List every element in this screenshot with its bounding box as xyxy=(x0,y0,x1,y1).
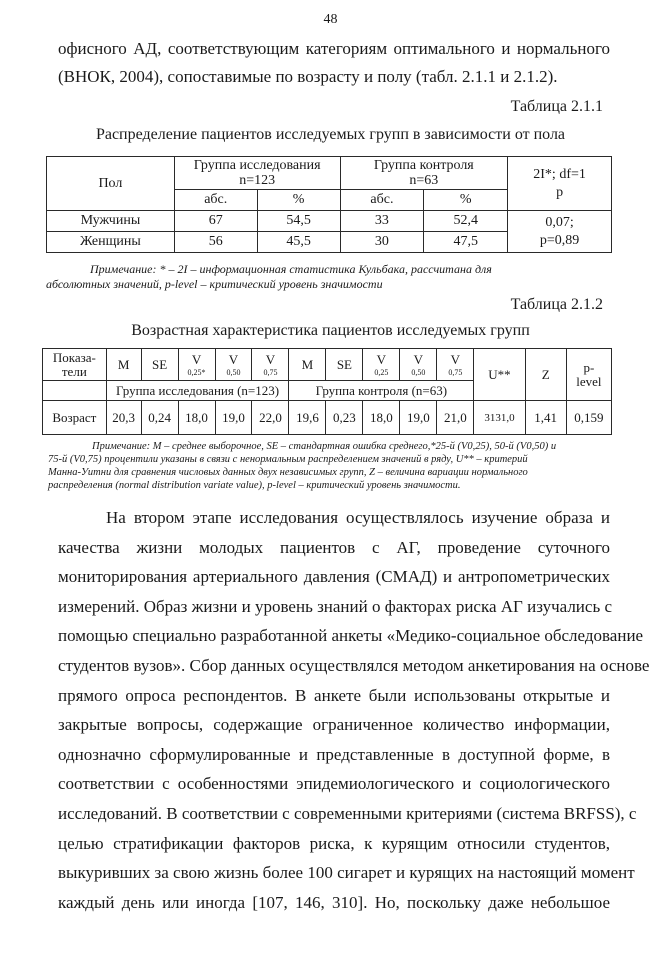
body-line: студентов вузов». Сбор данных осуществлялся методом анкетирования на основе xyxy=(58,655,650,675)
header-v75-study: V 0,75 xyxy=(252,349,289,381)
header-v25-study: V 0,25* xyxy=(178,349,215,381)
body-line: каждый день или иногда [107, 146, 310]. Но, поскольку даже небольшое xyxy=(58,892,610,912)
header-indicator: Показа- тели xyxy=(43,349,107,381)
body-line: прямого опроса респондентов. В анкете были использованы открытые и xyxy=(58,685,610,705)
table-row: Мужчины 67 54,5 33 52,4 0,07; p=0,89 xyxy=(47,211,612,232)
body-line: На втором этапе исследования осуществлялось изучение образа и xyxy=(106,508,610,527)
body-line: качества жизни молодых пациентов с АГ, проведение суточного xyxy=(58,537,610,557)
body-line: мониторирования артериального давления (СМАД) и антропометрических xyxy=(58,567,610,587)
body-paragraph xyxy=(58,503,650,917)
page-number: 48 xyxy=(323,12,338,27)
table-row: Женщины 56 45,5 30 47,5 xyxy=(47,232,612,253)
intro-line-1: офисного АД, соответствующим категориям оптимального и нормального xyxy=(58,39,610,58)
header-group-study: Группа исследования n=123 xyxy=(174,157,340,190)
header-abs-study: абс. xyxy=(174,190,257,211)
table-age-characteristics xyxy=(42,348,612,435)
header-m-control: M xyxy=(289,349,326,381)
header-v50-study: V 0,50 xyxy=(215,349,252,381)
body-line: целью стратификации факторов риска, к курящим относили студентов, xyxy=(58,833,610,853)
body-line: однозначно сформулированные и представленные в доступной форме, в xyxy=(58,744,610,764)
header-group-study: Группа исследования (n=123) xyxy=(106,381,289,401)
body-line: измерений. Образ жизни и уровень знаний о факторах риска АГ изучались с xyxy=(58,596,612,616)
body-line: исследований. В соответствии с современными критериями (система BRFSS), с xyxy=(58,803,637,823)
header-v75-control: V 0,75 xyxy=(437,349,474,381)
header-v50-control: V 0,50 xyxy=(400,349,437,381)
stat-value-cell: 0,07; p=0,89 xyxy=(508,211,612,253)
header-stat: 2I*; df=1 p xyxy=(508,157,612,211)
table-row: Возраст 20,3 0,24 18,0 19,0 22,0 19,6 0,23 18,0 19,0 21,0 3131,0 1,41 0,159 xyxy=(43,401,612,435)
header-pct-study: % xyxy=(257,190,340,211)
header-group-control: Группа контроля n=63 xyxy=(340,157,508,190)
intro-line-2: (ВНОК, 2004), сопоставимые по возрасту и полу (табл. 2.1.1 и 2.1.2). xyxy=(58,67,558,86)
header-se-study: SE xyxy=(141,349,178,381)
header-se-control: SE xyxy=(326,349,363,381)
header-abs-control: абс. xyxy=(340,190,424,211)
table2-caption: Возрастная характеристика пациентов исследуемых групп xyxy=(131,322,530,339)
header-v25-control: V 0,25 xyxy=(363,349,400,381)
header-plevel: p- level xyxy=(566,349,611,401)
table1-caption: Распределение пациентов исследуемых групп в зависимости от пола xyxy=(95,126,566,143)
header-sex: Пол xyxy=(47,157,175,211)
table1-label: Таблица 2.1.1 xyxy=(510,98,603,115)
table2-note: Примечание: M – среднее выборочное, SE – стандартная ошибка среднего,*25-й (V0,25), 50-й (V0,50) и 75-й (V0,75) процентили указаны в связи с ненормальным распределением значений в ряду, U** – критерий Манна-Уитни для сравнения числовых данных двух независимых групп, Z – величина вариации нормального распределения (normal distribution variate value), p-level – критический уровень значимости. xyxy=(48,441,557,491)
header-pct-control: % xyxy=(424,190,508,211)
table2-label: Таблица 2.1.2 xyxy=(510,296,603,313)
table-sex-distribution xyxy=(46,156,612,253)
header-m-study: M xyxy=(106,349,141,381)
body-line: закрытые вопросы, содержащие ограниченное количество информации, xyxy=(58,715,610,735)
table1-note: Примечание: * – 2I – информационная статистика Кульбака, рассчитана для абсолютных значений, p-level – критический уровень значимости xyxy=(46,262,492,291)
header-group-control: Группа контроля (n=63) xyxy=(289,381,474,401)
body-line: соответствии с особенностями эпидемиологического и социологического xyxy=(58,774,610,794)
header-z: Z xyxy=(525,349,566,401)
body-line: помощью специально разработанной анкеты «Медико-социальное обследование xyxy=(58,626,644,646)
header-u: U** xyxy=(474,349,525,401)
body-line: выкуривших за свою жизнь более 100 сигарет и курящих на настоящий момент xyxy=(58,863,635,883)
